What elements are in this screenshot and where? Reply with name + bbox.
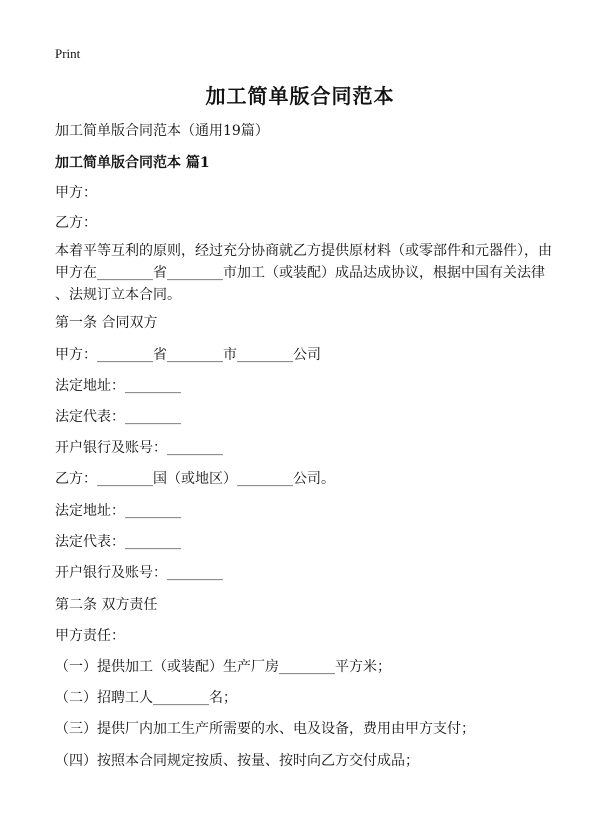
section-heading: 加工简单版合同范本 篇1	[55, 155, 210, 171]
document-title: 加工简单版合同范本	[205, 84, 395, 108]
party-a-address: 法定地址：________	[55, 378, 181, 394]
intro-paragraph	[55, 240, 555, 306]
party-b-address: 法定地址：________	[55, 503, 181, 519]
party-a-label: 甲方：	[55, 185, 97, 201]
party-b-representative: 法定代表：________	[55, 534, 181, 550]
duty-item-3: （三）提供厂内加工生产所需要的水、电及设备，费用由甲方支付；	[55, 721, 475, 737]
party-a-location: 甲方：________省________市________公司	[55, 347, 321, 363]
party-a-duties-title: 甲方责任：	[55, 628, 125, 644]
intro-line-3: 、法规订立本合同。	[55, 287, 181, 303]
party-b-bank-account: 开户银行及账号：________	[55, 565, 223, 581]
party-b-label: 乙方：	[55, 215, 97, 231]
party-a-representative: 法定代表：________	[55, 409, 181, 425]
duty-item-2: （二）招聘工人________名；	[55, 690, 237, 706]
intro-line-1: 本着平等互利的原则，经过充分协商就乙方提供原材料（或零部件和元器件），由	[55, 243, 552, 259]
intro-line-2: 甲方在________省________市加工（或装配）成品达成协议，根据中国有关法律	[55, 265, 545, 281]
party-b-location: 乙方：________国（或地区）________公司。	[55, 471, 335, 487]
duty-item-4: （四）按照本合同规定按质、按量、按时向乙方交付成品；	[55, 753, 419, 769]
party-a-bank-account: 开户银行及账号：________	[55, 440, 223, 456]
document-subtitle: 加工简单版合同范本（通用19篇）	[55, 123, 269, 139]
duty-item-1: （一）提供加工（或装配）生产厂房________平方米；	[55, 659, 391, 675]
print-label[interactable]: Print	[55, 46, 81, 61]
article-2-title: 第二条 双方责任	[55, 597, 158, 613]
article-1-title: 第一条 合同双方	[55, 315, 158, 331]
